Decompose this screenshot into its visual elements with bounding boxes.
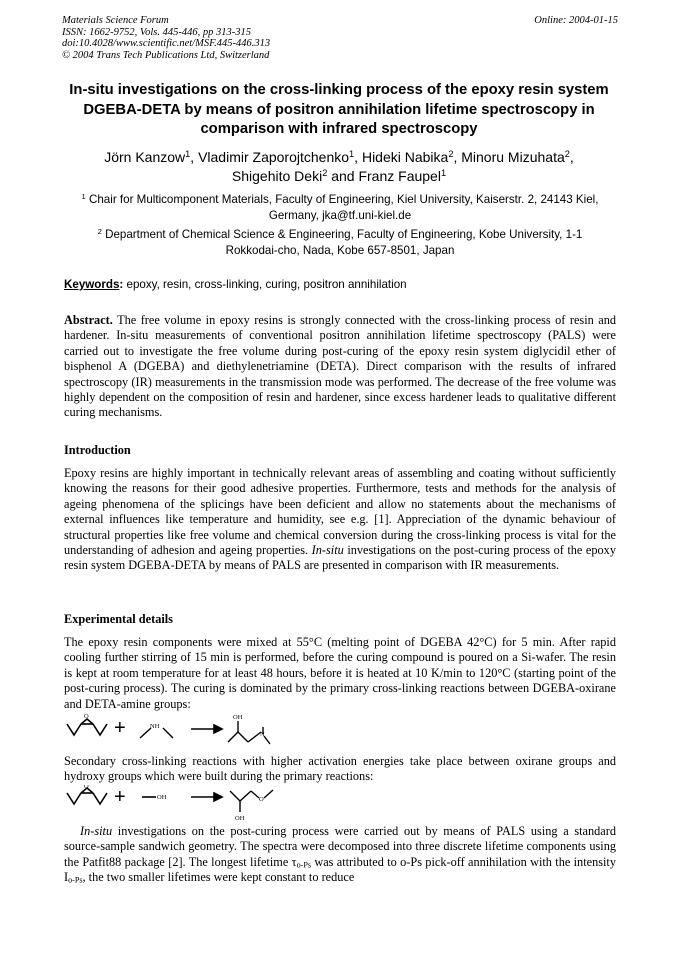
affiliation-1: $^1$ Chair for Multicomponent Materials, Faculty of Engineering, Kiel University, Kaiserstr. 2, 24143 Kiel, Germany, jka@tf.uni-kiel.de: [81, 191, 599, 222]
experimental-paragraph-3: In-situ investigations on the post-curing process were carried out by means of PALS using a standard source-sample sandwich geometry. The spectra were decomposed into three discrete lifetime components using the Patfit88 package [2]. The longest lifetime $\tau_{o-Ps}$ was attributed to o-Ps pick-off annihilation with the intensity $I_{o-Ps}$, the two smaller lifetimes were kept constant to reduce: [64, 824, 616, 885]
reaction-arrow: [191, 725, 222, 733]
oxirane-structure: [67, 719, 107, 735]
journal-name: Materials Science Forum: [62, 15, 169, 26]
journal-header: [62, 15, 618, 61]
introduction-paragraph: Epoxy resins are highly important in technically relevant areas of assembling and coating without sufficiently knowing the reasons for their good adhesive properties. Furthermore, tests and methods for the analysis of ageing phenomena of the splicings have been deficient and allow no statements about the mechanisms of external influences like temperature and humidity, see e.g. [1]. Appreciation of the dynamic behaviour of structural properties like free volume and chemical conversion during the cross-linking process is vital for the understanding of adhesion and ageing properties. In-situ investigations on the post-curing process of the epoxy resin system DGEBA-DETA by means of PALS are presented in comparison with IR measurements.: [64, 466, 616, 573]
amine-nh-label: NH: [150, 723, 160, 730]
plus-sign: +: [114, 786, 126, 808]
tau-symbol: τ: [291, 854, 297, 869]
section-heading-experimental: Experimental details: [64, 612, 173, 626]
author: Jörn Kanzow$^1$,: [104, 148, 199, 165]
author: Shigehito Deki$^2$ and: [231, 167, 359, 184]
experimental-paragraph-1: The epoxy resin components were mixed at 55°C (melting point of DGEBA 42°C) for 5 min. After rapid cooling further stirring of 15 min is performed, before the curing compound is poured on a Si-wafer. The resin is kept at room temperature for at least 48 hours, before it is heated at 10 K/min to 120°C (starting point of the post-curing process). The curing is dominated by the primary cross-linking reactions between DGEBA-oxirane and DETA-amine groups:: [64, 635, 616, 711]
author: Hideki Nabika$^2$,: [361, 148, 462, 165]
hydroxy-oh-label: OH: [157, 794, 167, 801]
keywords-label: Keywords: [64, 278, 120, 291]
experimental-paragraph-2: Secondary cross-linking reactions with higher activation energies take place between oxirane groups and hydroxy groups which were built during the primary reactions:: [64, 754, 616, 784]
abstract-label: Abstract.: [64, 313, 113, 327]
abstract: [64, 313, 616, 421]
product-oh-label: OH: [235, 815, 245, 822]
author: Vladimir Zaporojtchenko$^1$,: [198, 148, 362, 165]
issn: ISSN: 1662-9752, Vols. 445-446, pp 313-315: [62, 26, 251, 38]
section-heading-introduction: Introduction: [64, 443, 131, 457]
keywords-text: epoxy, resin, cross-linking, curing, positron annihilation: [123, 278, 407, 291]
keywords: Keywords: epoxy, resin, cross-linking, curing, positron annihilation: [64, 278, 407, 291]
oxirane-o-label: O: [84, 713, 89, 720]
oxirane-structure: [67, 788, 107, 804]
paper-title: In-situ investigations on the cross-linking process of the epoxy resin system DGEBA-DETA by means of positron annihilation lifetime spectroscopy in comparison with infrared spectroscopy: [69, 82, 609, 137]
product-oh-label: OH: [233, 714, 243, 721]
doi: doi:10.4028/www.scientific.net/MSF.445-446.313: [62, 38, 271, 49]
author: Franz Faupel$^1$: [358, 167, 447, 184]
ether-product-structure: [230, 790, 273, 812]
product-n-label: N: [260, 731, 265, 738]
author-list: [62, 148, 616, 186]
plus-sign: +: [114, 717, 126, 739]
copyright: © 2004 Trans Tech Publications Ltd, Switzerland: [62, 49, 270, 61]
abstract-text: The free volume in epoxy resins is strongly connected with the cross-linking process of resin and hardener. In-situ measurements of conventional positron annihilation lifetime spectroscopy (PALS) were carried out to investigate the free volume during post-curing of the epoxy resin system diglycidil ether of bisphenol A (DGEBA) and diethylenetriamine (DETA). Direct comparison with the results of infrared spectroscopy (IR) measurements in the transmission mode was performed. The decrease of the free volume was highly dependent on the composition of resin and hardener, since excess hardener leads to qualitative different curing mechanisms.: [64, 313, 616, 420]
product-o-label: O: [259, 796, 264, 803]
online-date: Online: 2004-01-15: [534, 15, 618, 26]
reaction-scheme-secondary: [64, 785, 364, 825]
oxirane-o-label: O: [84, 785, 89, 790]
affiliation-2: $^2$ Department of Chemical Science & Engineering, Faculty of Engineering, Kobe University, 1-1 Rokkodai-cho, Nada, Kobe 657-8501, Japan: [97, 226, 583, 257]
reaction-scheme-primary: [64, 712, 364, 752]
author: Minoru Mizuhata$^2$,: [461, 148, 574, 165]
reaction-arrow: [191, 793, 222, 801]
